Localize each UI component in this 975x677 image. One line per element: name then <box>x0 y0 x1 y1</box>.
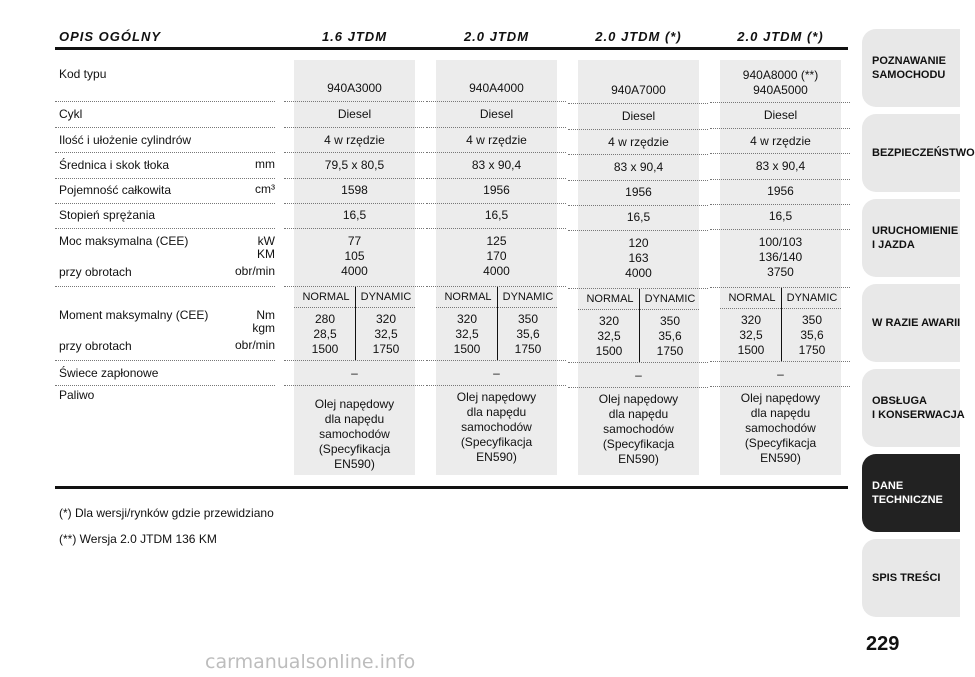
dynamic-label: DYNAMIC <box>644 293 696 305</box>
cell-separator <box>284 360 424 361</box>
tab-spis-tresci[interactable] <box>862 539 960 617</box>
cell-cylindry: 4 w rzędzie <box>324 133 385 147</box>
cell-separator <box>710 128 850 129</box>
cell-separator <box>426 286 566 287</box>
unit-kw-km: kW KM <box>257 234 275 261</box>
cell-srednica: 83 x 90,4 <box>471 158 522 172</box>
cell-moc: 125 170 4000 <box>483 234 510 278</box>
cell-separator <box>426 178 566 179</box>
cell-cylindry: 4 w rzędzie <box>608 135 669 149</box>
label-cylindry: Ilość i ułożenie cylindrów <box>59 133 192 147</box>
dynamic-label: DYNAMIC <box>360 291 412 303</box>
label-moment-obr-text: przy obrotach <box>59 339 132 353</box>
cell-separator <box>710 361 850 362</box>
row-separator <box>55 385 275 386</box>
cell-separator <box>568 288 708 289</box>
cell-swiece: – <box>777 367 784 381</box>
column-header-1: 1.6 JTDM <box>321 29 388 44</box>
unit-obr-min: obr/min <box>234 338 275 352</box>
tab-uruchomienie-i-jazda[interactable] <box>862 199 960 277</box>
cell-separator <box>710 386 850 387</box>
cell-swiece: – <box>635 368 642 382</box>
cell-separator <box>568 180 708 181</box>
watermark: carmanualsonline.info <box>205 651 416 673</box>
row-separator <box>55 152 275 153</box>
cell-separator <box>284 203 424 204</box>
cell-kod: 940A7000 <box>611 83 666 97</box>
dynamic-values: 350 35,6 1750 <box>514 312 542 356</box>
cell-separator <box>284 385 424 386</box>
row-separator <box>55 203 275 204</box>
normal-label: NORMAL <box>444 291 492 303</box>
cell-separator <box>568 230 708 231</box>
cell-swiece: – <box>351 366 358 380</box>
cell-separator <box>568 154 708 155</box>
label-moc-text: Moc maksymalna (CEE) <box>59 234 189 248</box>
cell-moc: 120 163 4000 <box>625 236 652 280</box>
cell-kod: 940A3000 <box>327 81 382 95</box>
cell-kod: 940A4000 <box>469 81 524 95</box>
unit-cm3: cm³ <box>255 182 275 196</box>
row-separator <box>55 178 275 179</box>
column-header-3: 2.0 JTDM (*) <box>595 29 682 44</box>
cell-separator <box>710 229 850 230</box>
label-moc-obr-text: przy obrotach <box>59 265 132 279</box>
tab-bezpieczenstwo[interactable] <box>862 114 975 192</box>
tab-label: OBSŁUGA I KONSERWACJA <box>872 395 965 421</box>
cell-separator <box>284 152 424 153</box>
cell-stopien: 16,5 <box>626 210 651 224</box>
cell-separator <box>284 178 424 179</box>
cell-moc: 100/103 136/140 3750 <box>758 235 803 279</box>
footnote-2: (**) Wersja 2.0 JTDM 136 KM <box>59 532 217 546</box>
label-stopien: Stopień sprężania <box>59 208 156 222</box>
row-separator <box>55 228 275 229</box>
tab-dane-techniczne[interactable] <box>862 454 960 532</box>
tab-label: POZNAWANIE SAMOCHODU <box>872 55 946 81</box>
footnote-1: (*) Dla wersji/rynków gdzie przewidziano <box>59 506 274 520</box>
column-header-2: 2.0 JTDM <box>463 29 530 44</box>
normal-values: 280 28,5 1500 <box>311 312 339 356</box>
cell-separator <box>426 152 566 153</box>
dynamic-values: 350 35,6 1750 <box>798 313 826 357</box>
normal-values: 320 32,5 1500 <box>595 314 623 358</box>
dynamic-values: 350 35,6 1750 <box>656 314 684 358</box>
normal-values: 320 32,5 1500 <box>453 312 481 356</box>
label-kod-typu: Kod typu <box>59 67 107 81</box>
label-moment-obr <box>59 339 275 354</box>
header-rule <box>55 47 848 50</box>
cell-separator <box>710 179 850 180</box>
cell-separator <box>426 127 566 128</box>
cell-paliwo: Olej napędowy dla napędu samochodów (Specyfikacja EN590) <box>598 392 679 466</box>
cell-cykl: Diesel <box>763 108 798 122</box>
label-moc-obr <box>59 265 275 280</box>
cell-separator <box>284 228 424 229</box>
cell-separator <box>568 129 708 130</box>
cell-separator <box>426 228 566 229</box>
label-moc <box>59 234 275 262</box>
cell-pojemnosc: 1598 <box>341 183 368 197</box>
normal-label: NORMAL <box>586 293 634 305</box>
cell-separator <box>568 387 708 388</box>
subcolumn-divider <box>781 288 782 361</box>
tab-obsluga-i-konserwacja[interactable] <box>862 369 965 447</box>
tab-label: SPIS TREŚCI <box>872 572 941 584</box>
cell-pojemnosc: 1956 <box>625 185 652 199</box>
cell-separator <box>710 153 850 154</box>
normal-values: 320 32,5 1500 <box>737 313 765 357</box>
cell-separator <box>426 101 566 102</box>
tab-label: W RAZIE AWARII <box>872 317 961 329</box>
label-moment <box>59 308 275 336</box>
cell-separator <box>426 360 566 361</box>
cell-cykl: Diesel <box>479 107 514 121</box>
cell-separator <box>710 204 850 205</box>
label-paliwo: Paliwo <box>59 388 95 402</box>
cell-pojemnosc: 1956 <box>483 183 510 197</box>
tab-w-razie-awarii[interactable] <box>862 284 960 362</box>
cell-separator <box>568 205 708 206</box>
cell-separator <box>284 101 424 102</box>
cell-stopien: 16,5 <box>768 209 793 223</box>
row-separator <box>55 101 275 102</box>
cell-srednica: 83 x 90,4 <box>755 159 806 173</box>
label-srednica <box>59 158 275 173</box>
unit-nm-kgm: Nm kgm <box>252 308 275 335</box>
tab-poznawanie-samochodu[interactable] <box>862 29 960 107</box>
cell-separator <box>426 385 566 386</box>
normal-label: NORMAL <box>728 292 776 304</box>
cell-srednica: 83 x 90,4 <box>613 160 664 174</box>
label-swiece: Świece zapłonowe <box>59 366 159 380</box>
dynamic-label: DYNAMIC <box>502 291 554 303</box>
cell-separator <box>426 203 566 204</box>
cell-srednica: 79,5 x 80,5 <box>324 158 385 172</box>
cell-separator <box>568 362 708 363</box>
cell-moc: 77 105 4000 <box>341 234 368 278</box>
column-header-4: 2.0 JTDM (*) <box>737 29 824 44</box>
subcolumn-divider <box>639 289 640 362</box>
dynamic-values: 320 32,5 1750 <box>372 312 400 356</box>
row-separator <box>55 360 275 361</box>
cell-pojemnosc: 1956 <box>767 184 794 198</box>
label-moment-text: Moment maksymalny (CEE) <box>59 308 209 322</box>
label-cykl: Cykl <box>59 107 83 121</box>
page-number: 229 <box>866 633 900 655</box>
label-pojemnosc <box>59 183 275 198</box>
cell-cylindry: 4 w rzędzie <box>466 133 527 147</box>
cell-separator <box>284 127 424 128</box>
subcolumn-divider <box>355 287 356 360</box>
cell-cykl: Diesel <box>621 109 656 123</box>
cell-separator <box>568 103 708 104</box>
cell-cylindry: 4 w rzędzie <box>750 134 811 148</box>
cell-kod: 940A8000 (**) 940A5000 <box>742 68 819 97</box>
cell-paliwo: Olej napędowy dla napędu samochodów (Specyfikacja EN590) <box>314 397 395 471</box>
cell-paliwo: Olej napędowy dla napędu samochodów (Specyfikacja EN590) <box>456 390 537 464</box>
normal-label: NORMAL <box>302 291 350 303</box>
unit-obr-min: obr/min <box>234 264 275 278</box>
row-separator <box>55 286 275 287</box>
cell-cykl: Diesel <box>337 107 372 121</box>
tab-label: BEZPIECZEŃSTWO <box>872 147 975 159</box>
cell-swiece: – <box>493 366 500 380</box>
label-srednica-text: Średnica i skok tłoka <box>59 158 170 172</box>
subcolumn-divider <box>497 287 498 360</box>
table-title: OPIS OGÓLNY <box>59 29 162 44</box>
unit-mm: mm <box>255 157 275 171</box>
cell-stopien: 16,5 <box>484 208 509 222</box>
tab-label: DANE TECHNICZNE <box>872 480 943 506</box>
cell-separator <box>710 287 850 288</box>
cell-stopien: 16,5 <box>342 208 367 222</box>
cell-separator <box>710 102 850 103</box>
label-pojemnosc-text: Pojemność całkowita <box>59 183 172 197</box>
footer-rule <box>55 486 848 489</box>
cell-paliwo: Olej napędowy dla napędu samochodów (Specyfikacja EN590) <box>740 391 821 465</box>
tab-label: URUCHOMIENIE I JAZDA <box>872 225 959 251</box>
cell-separator <box>284 286 424 287</box>
row-separator <box>55 127 275 128</box>
dynamic-label: DYNAMIC <box>786 292 838 304</box>
